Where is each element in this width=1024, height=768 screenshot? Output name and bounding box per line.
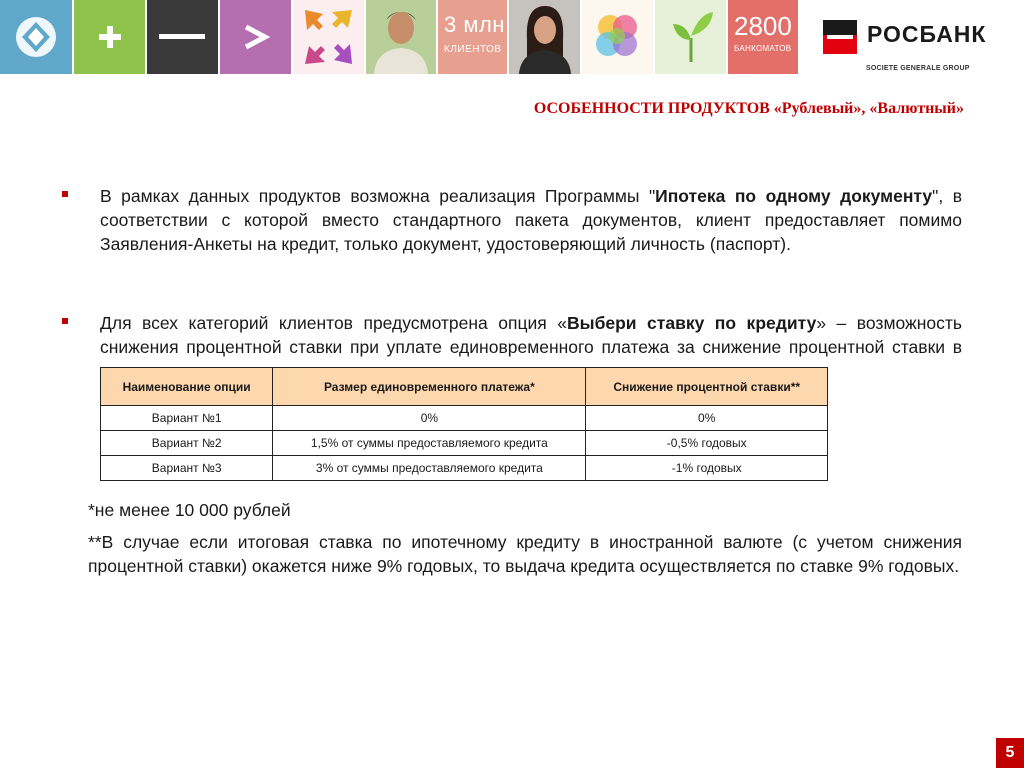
paragraph-program-text-1: В рамках данных продуктов возможна реализация Программы " (100, 186, 656, 206)
table-cell: Вариант №3 (101, 456, 273, 481)
atm-count: 2800 (734, 11, 792, 41)
plus-tile (74, 0, 145, 74)
paragraph-option (100, 311, 962, 367)
table-cell: 3% от суммы предоставляемого кредита (273, 456, 586, 481)
page-number: 5 (996, 738, 1024, 768)
greater-than-tile (220, 0, 291, 74)
column-header-option: Наименование опции (101, 368, 273, 406)
column-header-payment: Размер единовременного платежа* (273, 368, 586, 406)
sprout-tile (655, 0, 726, 74)
atm-tile (728, 0, 798, 74)
paragraph-option-text-1: Для всех категорий клиентов предусмотрена опция « (100, 313, 567, 333)
table-row (101, 456, 828, 481)
table-row (101, 431, 828, 456)
arrows-tile (293, 0, 364, 74)
table-cell: -0,5% годовых (586, 431, 828, 456)
table-cell: 0% (273, 406, 586, 431)
paragraph-program-text-2: ", в соответствии с которой вместо стандартного пакета документов, клиент предоставляет помимо Заявления-Анкеты на кредит, только документ, удостоверяющий личность (паспорт). (100, 186, 962, 254)
column-header-rate-reduction: Снижение процентной ставки** (586, 368, 828, 406)
man-photo-tile (366, 0, 436, 74)
table-header-row (101, 368, 828, 406)
program-name: Ипотека по одному документу (655, 186, 933, 206)
man-photo (366, 0, 436, 74)
brand-logo (823, 20, 1003, 76)
bullet-icon (62, 191, 68, 197)
clients-label: КЛИЕНТОВ (444, 44, 502, 55)
table-cell: 1,5% от суммы предоставляемого кредита (273, 431, 586, 456)
minus-tile (147, 0, 218, 74)
woman-photo (509, 0, 580, 74)
color-circles-tile (582, 0, 653, 74)
sprout-icon (655, 0, 726, 74)
option-name: Выбери ставку по кредиту (566, 313, 817, 333)
header-banner (0, 0, 798, 74)
atm-label: БАНКОМАТОВ (734, 44, 792, 53)
woman-photo-tile (509, 0, 580, 74)
minus-icon (147, 0, 218, 74)
table-cell: 0% (586, 406, 828, 431)
clients-tile (438, 0, 507, 74)
bank-logo-tile (0, 0, 72, 74)
table-cell: -1% годовых (586, 456, 828, 481)
paragraph-option-text-2: » – возможность снижения процентной ставки при уплате единовременного платежа за снижение процентной ставки в (100, 313, 962, 357)
paragraph-program (100, 184, 962, 256)
footnote-minimum-payment: *не менее 10 000 рублей (88, 500, 291, 520)
rosbank-logo-icon (823, 20, 857, 54)
bullet-icon (62, 318, 68, 324)
brand-subtitle: SOCIETE GENERALE GROUP (866, 65, 970, 72)
table-cell: Вариант №2 (101, 431, 273, 456)
table-cell: Вариант №1 (101, 406, 273, 431)
footnote-currency-rate: **В случае если итоговая ставка по ипотечному кредиту в иностранной валюте (с учетом снижения процентной ставки) окажется ниже 9% годовых, то выдача кредита осуществляется по ставке 9% годовых. (88, 532, 962, 576)
arrows-icon (293, 0, 364, 74)
brand-name: РОСБАНК (867, 21, 987, 47)
color-circles-icon (582, 0, 653, 74)
clients-count: 3 млн (444, 12, 505, 37)
greater-than-icon (220, 0, 291, 74)
plus-icon (74, 0, 145, 74)
table-row (101, 406, 828, 431)
slide-title: ОСОБЕННОСТИ ПРОДУКТОВ «Рублевый», «Валютный» (533, 100, 964, 117)
options-table (100, 367, 828, 481)
bank-logo-icon (0, 0, 72, 74)
